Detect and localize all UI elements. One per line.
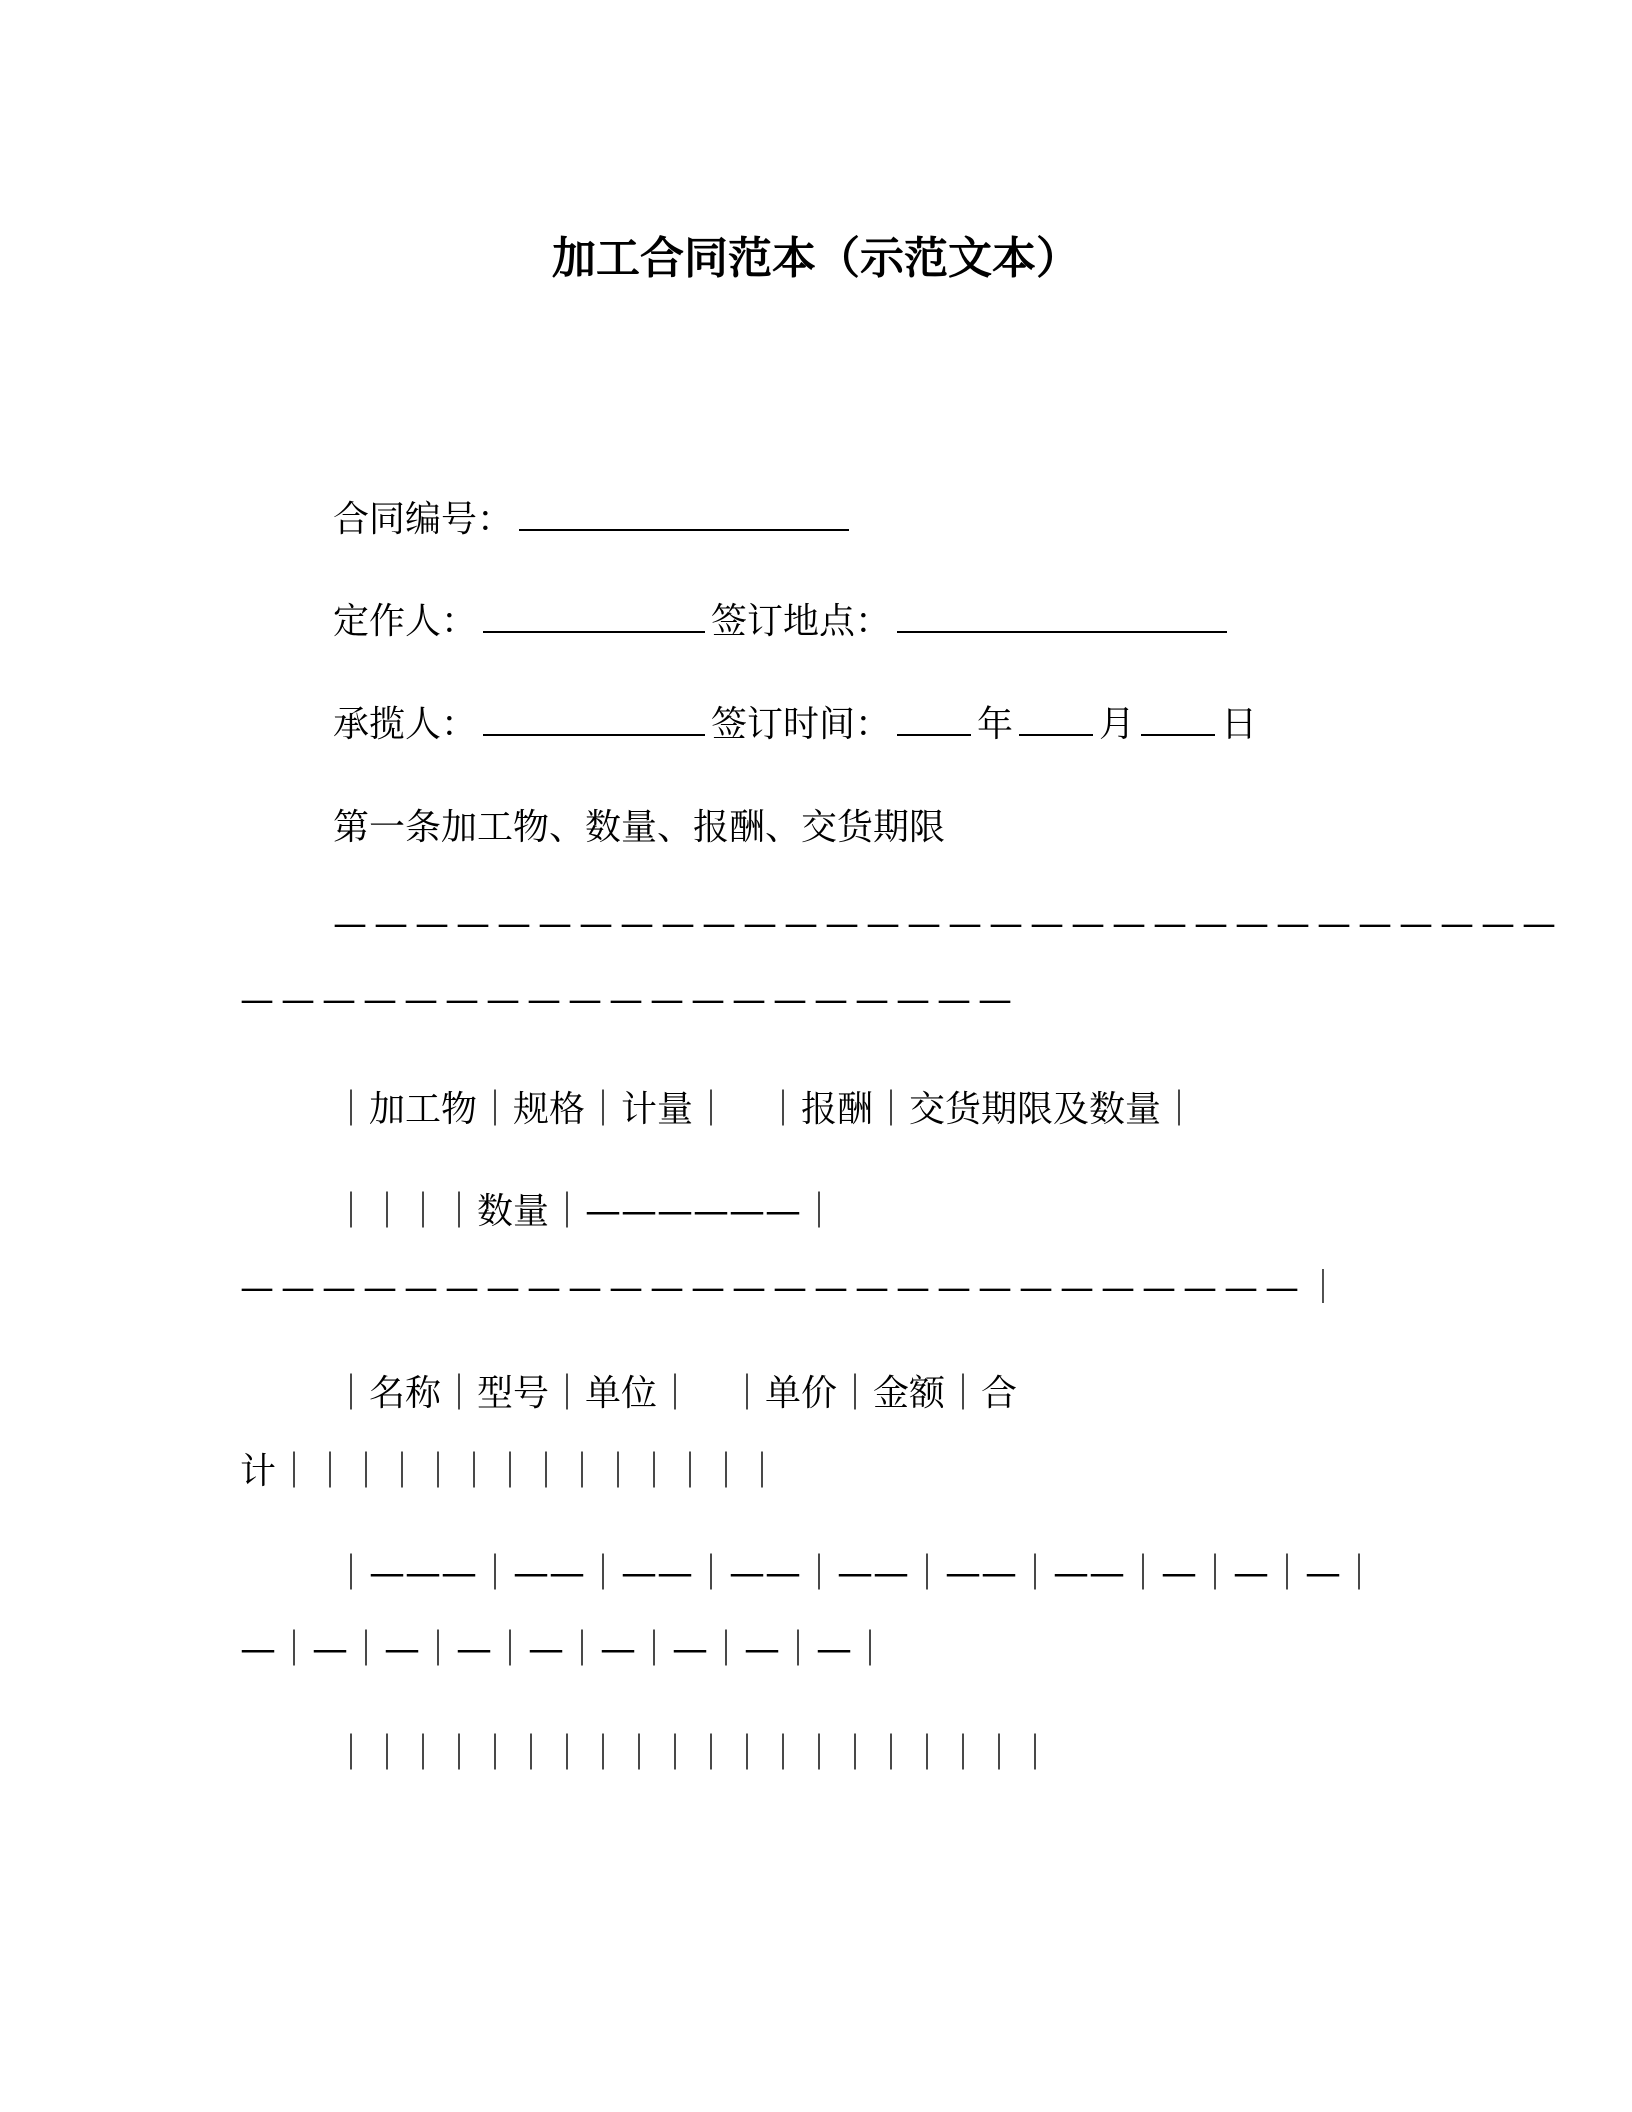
sign-time-label: 签订时间： bbox=[711, 704, 892, 745]
table-header-2: ｜｜｜｜数量｜——————｜ bbox=[333, 1191, 838, 1232]
month-label: 月 bbox=[1099, 704, 1136, 745]
orderer-label: 定作人： bbox=[333, 601, 478, 642]
month-blank bbox=[1019, 704, 1093, 736]
sign-place-blank bbox=[897, 601, 1227, 633]
day-blank bbox=[1141, 704, 1215, 736]
contract-number-label: 合同编号： bbox=[333, 499, 514, 540]
table-header-1: ｜加工物｜规格｜计量｜ ｜报酬｜交货期限及数量｜ bbox=[333, 1089, 1198, 1130]
year-label: 年 bbox=[977, 704, 1014, 745]
contractor-line bbox=[333, 703, 1257, 747]
document-title: 加工合同范本（示范文本） bbox=[552, 233, 1080, 284]
dash-line-1a: —————————————————————————————— bbox=[333, 904, 1563, 944]
orderer-blank bbox=[483, 601, 705, 633]
dash-line-2: ——————————————————————————｜ bbox=[240, 1268, 1347, 1308]
contract-number-line bbox=[333, 498, 855, 542]
day-label: 日 bbox=[1221, 704, 1258, 745]
contract-number-blank bbox=[519, 499, 849, 531]
orderer-line bbox=[333, 600, 1233, 644]
table-rule-b: —｜—｜—｜—｜—｜—｜—｜—｜—｜ bbox=[240, 1629, 888, 1670]
dash-line-1b: ——————————————————— bbox=[240, 980, 1019, 1020]
article1-heading: 第一条加工物、数量、报酬、交货期限 bbox=[333, 807, 946, 848]
table-rule-a: ｜———｜——｜——｜——｜——｜——｜——｜—｜—｜—｜ bbox=[333, 1553, 1377, 1594]
table-header-3a: ｜名称｜型号｜单位｜ ｜单价｜金额｜合 bbox=[333, 1373, 1018, 1414]
year-blank bbox=[897, 704, 971, 736]
contractor-label: 承揽人： bbox=[333, 704, 478, 745]
sign-place-label: 签订地点： bbox=[711, 601, 892, 642]
contractor-blank bbox=[483, 704, 705, 736]
table-empty-row: ｜｜｜｜｜｜｜｜｜｜｜｜｜｜｜｜｜｜｜｜ bbox=[333, 1733, 1054, 1774]
table-header-3b: 计｜｜｜｜｜｜｜｜｜｜｜｜｜｜ bbox=[240, 1451, 781, 1492]
